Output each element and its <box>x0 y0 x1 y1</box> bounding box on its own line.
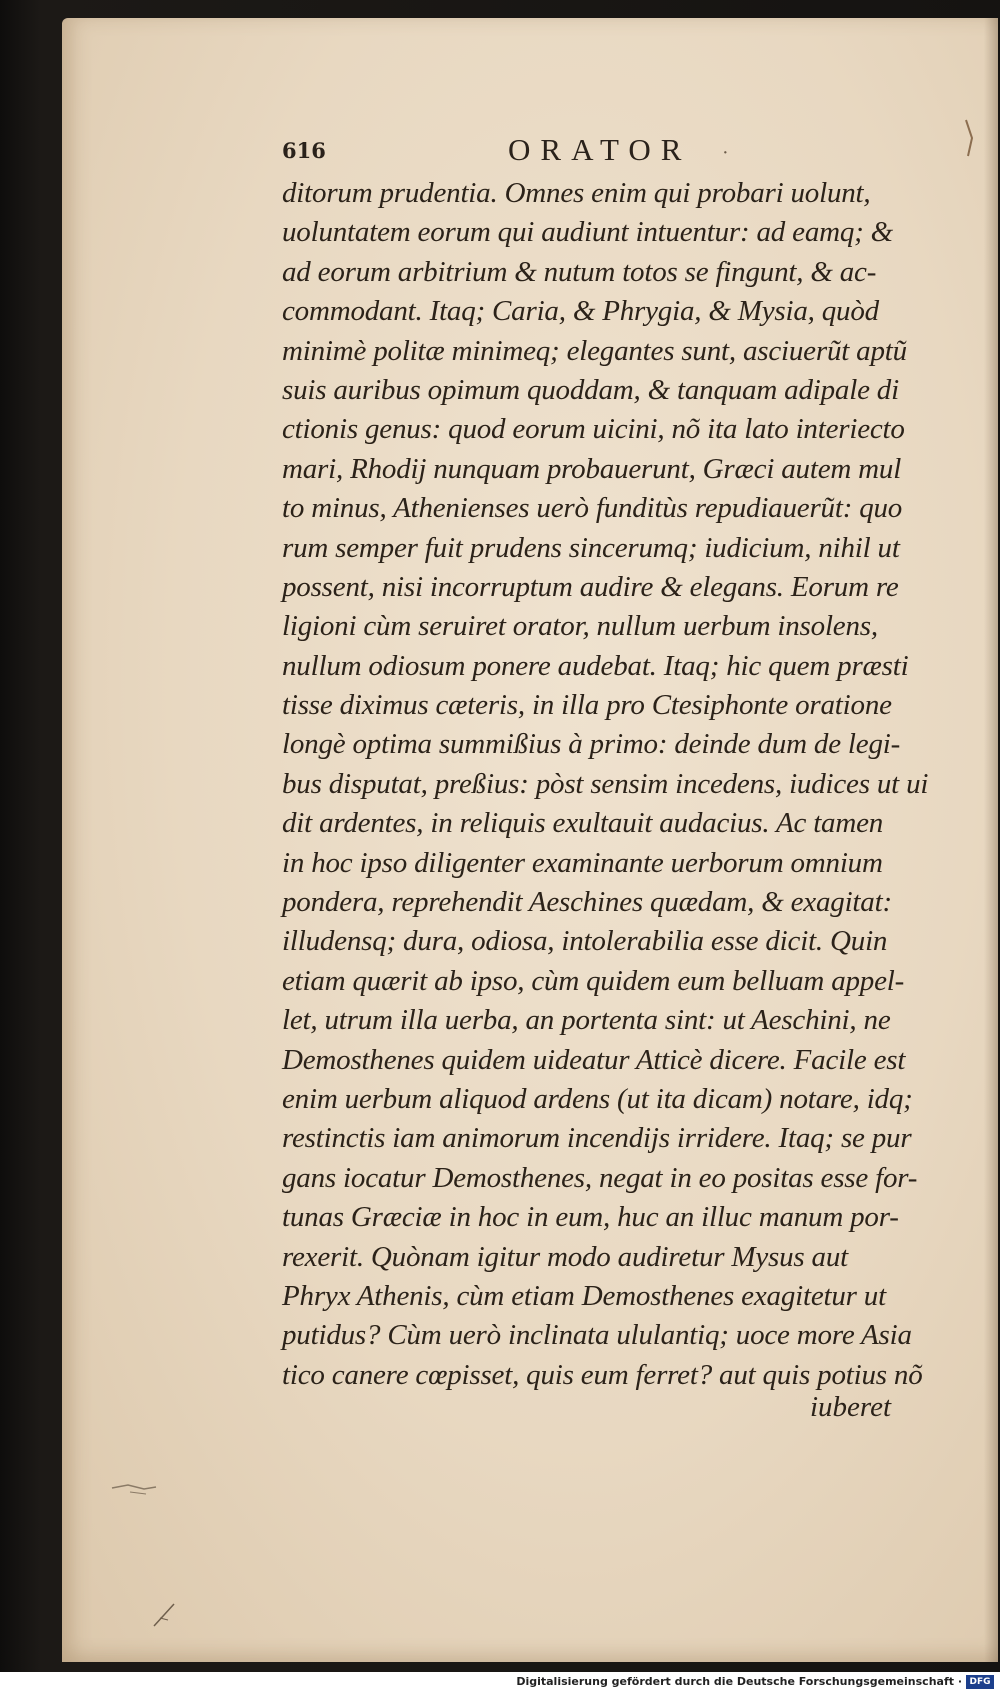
text-line: etiam quærit ab ipso, cùm quidem eum belluam appel- <box>282 964 905 997</box>
text-line: pondera, reprehendit Aeschines quædam, & exagitat: <box>282 886 892 919</box>
text-line: let, utrum illa uerba, an portenta sint: ut Aeschini, ne <box>282 1004 891 1037</box>
text-line: Demosthenes quidem uideatur Atticè dicere. Facile est <box>282 1043 906 1076</box>
text-line: dit ardentes, in reliquis exultauit audacius. Ac tamen <box>282 807 884 840</box>
text-line: nullum odiosum ponere audebat. Itaq; hic quem præsti <box>282 649 909 682</box>
text-line: rexerit. Quònam igitur modo audiretur Mysus aut <box>282 1240 848 1273</box>
text-line: tunas Græciæ in hoc in eum, huc an illuc manum por- <box>282 1201 899 1234</box>
running-title: ORATOR <box>508 132 692 167</box>
margin-stroke-mark <box>150 1600 180 1630</box>
page-header <box>282 132 922 172</box>
text-line: ad eorum arbitrium & nutum totos se fingunt, & ac- <box>282 255 877 288</box>
text-line: rum semper fuit prudens sincerumq; iudicium, nihil ut <box>282 531 900 564</box>
footer-bar <box>0 1672 1000 1693</box>
text-line: ditorum prudentia. Omnes enim qui probari uolunt, <box>282 177 871 209</box>
text-line: bus disputat, preßius: pòst sensim incedens, iudices ut ui <box>282 767 929 800</box>
text-line: mari, Rhodij nunquam probauerunt, Græci autem mul <box>282 452 902 485</box>
text-line: possent, nisi incorruptum audire & elegans. Eorum re <box>282 570 899 603</box>
margin-scribble-mark <box>110 1480 160 1500</box>
text-line: gans iocatur Demosthenes, negat in eo positas esse for- <box>282 1161 918 1194</box>
text-line: uoluntatem eorum qui audiunt intuentur: ad eamq; & <box>282 216 894 249</box>
text-line: commodant. Itaq; Caria, & Phrygia, & Mysia, quòd <box>282 295 879 328</box>
page-number: 616 <box>282 138 326 163</box>
text-line: tico canere cœpisset, quis eum ferret? aut quis potius nõ <box>282 1358 923 1391</box>
text-line: Phryx Athenis, cùm etiam Demosthenes exagitetur ut <box>282 1279 886 1312</box>
text-line: to minus, Athenienses uerò funditùs repudiauerũt: quo <box>282 492 903 525</box>
text-line: ctionis genus: quod eorum uicini, nõ ita lato interiecto <box>282 413 905 446</box>
funding-credit: Digitalisierung gefördert durch die Deutsche Forschungsgemeinschaft · <box>516 1675 962 1688</box>
text-line: minimè politæ minimeq; elegantes sunt, asciuerũt aptũ <box>282 334 907 367</box>
text-line: enim uerbum aliquod ardens (ut ita dicam) notare, idq; <box>282 1082 913 1115</box>
text-line: longè optima summißius à primo: deinde dum de legi- <box>282 728 901 761</box>
text-line: restinctis iam animorum incendijs irridere. Itaq; se pur <box>282 1122 912 1155</box>
text-line: tisse diximus cæteris, in illa pro Ctesiphonte oratione <box>282 689 892 722</box>
text-line: putidus? Cùm uerò inclinata ululantiq; uoce more Asia <box>282 1319 912 1352</box>
page-edge-shadow <box>984 18 998 1662</box>
dfg-logo: DFG <box>966 1675 994 1689</box>
text-line: illudensq; dura, odiosa, intolerabilia esse dicit. Quin <box>282 925 888 958</box>
text-line: in hoc ipso diligenter examinante uerborum omnium <box>282 846 883 879</box>
text-line: suis auribus opimum quoddam, & tanquam adipale di <box>282 373 899 406</box>
catchword: iuberet <box>810 1391 892 1423</box>
body-text <box>282 174 942 1395</box>
header-ornament: · <box>722 142 729 164</box>
page-tear-mark <box>962 118 982 158</box>
text-line: ligioni cùm seruiret orator, nullum uerbum insolens, <box>282 610 878 643</box>
